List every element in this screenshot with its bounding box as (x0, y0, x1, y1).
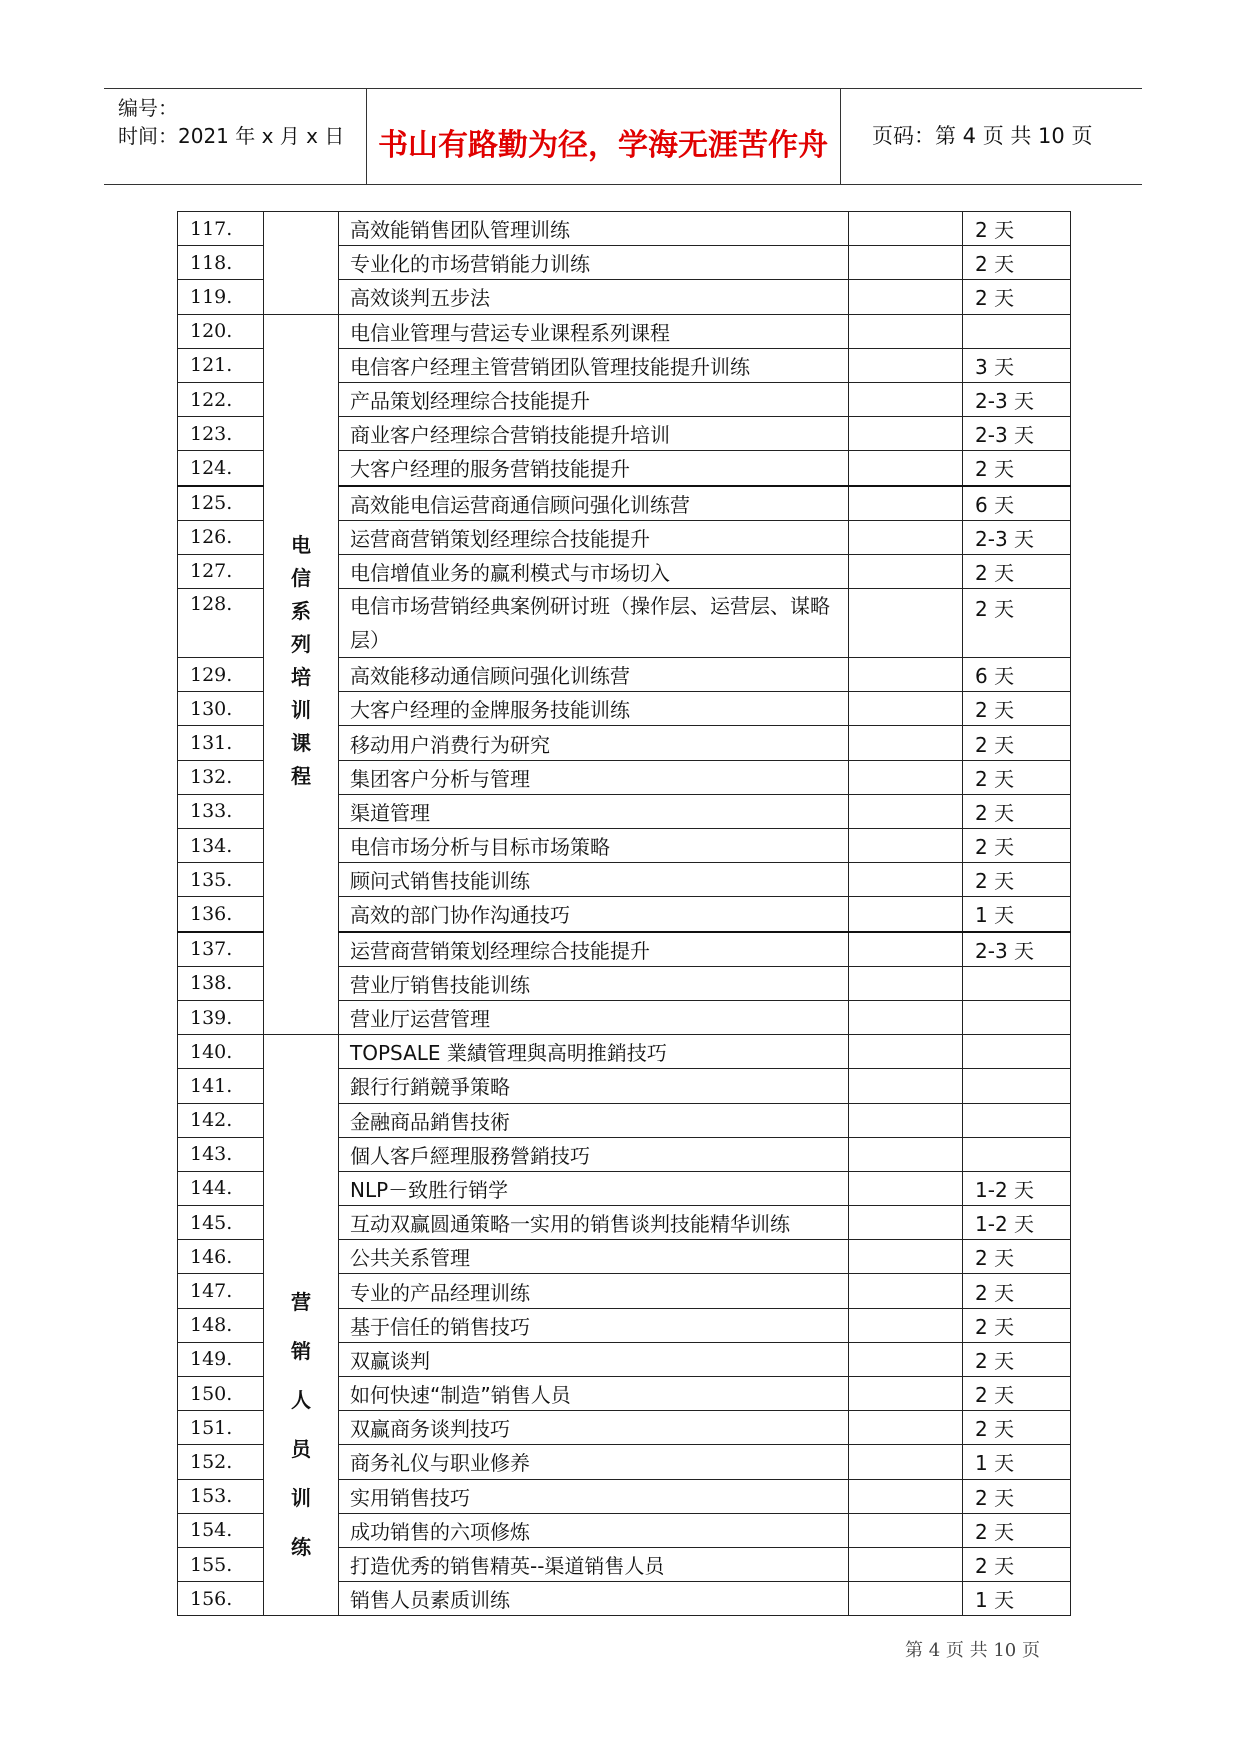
blank-cell (849, 1000, 963, 1034)
course-name: 商业客户经理综合营销技能提升培训 (339, 417, 849, 451)
blank-cell (849, 1274, 963, 1308)
row-number: 141. (178, 1069, 264, 1103)
course-duration: 6 天 (963, 658, 1071, 692)
blank-cell (849, 1308, 963, 1342)
row-number: 144. (178, 1171, 264, 1205)
course-duration: 2 天 (963, 246, 1071, 280)
row-number: 156. (178, 1582, 264, 1616)
course-name: 高效能电信运营商通信顾问强化训练营 (339, 486, 849, 521)
course-name: 产品策划经理综合技能提升 (339, 382, 849, 416)
course-name: 营业厅销售技能训练 (339, 966, 849, 1000)
blank-cell (849, 520, 963, 554)
row-number: 130. (178, 692, 264, 726)
course-duration: 2 天 (963, 280, 1071, 314)
row-number: 126. (178, 520, 264, 554)
row-number: 133. (178, 794, 264, 828)
course-name: 銀行行銷競爭策略 (339, 1069, 849, 1103)
course-duration: 2-3 天 (963, 932, 1071, 967)
row-number: 124. (178, 451, 264, 486)
course-name: 双赢商务谈判技巧 (339, 1411, 849, 1445)
blank-cell (849, 692, 963, 726)
blank-cell (849, 1513, 963, 1547)
category-char: 程 (291, 764, 311, 789)
course-duration: 2 天 (963, 1274, 1071, 1308)
blank-cell (849, 794, 963, 828)
row-number: 121. (178, 348, 264, 382)
blank-cell (849, 554, 963, 588)
category-char: 营 (291, 1290, 311, 1315)
row-number: 153. (178, 1479, 264, 1513)
blank-cell (849, 760, 963, 794)
row-number: 135. (178, 863, 264, 897)
course-duration: 2 天 (963, 1479, 1071, 1513)
blank-cell (849, 1103, 963, 1137)
course-duration: 2-3 天 (963, 417, 1071, 451)
course-name: 运营商营销策划经理综合技能提升 (339, 932, 849, 967)
course-name: 高效能销售团队管理训练 (339, 212, 849, 246)
blank-cell (849, 1445, 963, 1479)
course-name: 电信增值业务的赢利模式与市场切入 (339, 554, 849, 588)
row-number: 138. (178, 966, 264, 1000)
blank-cell (849, 1206, 963, 1240)
course-duration (963, 1137, 1071, 1171)
row-number: 149. (178, 1342, 264, 1376)
blank-cell (849, 1547, 963, 1581)
course-name: 移动用户消费行为研究 (339, 726, 849, 760)
blank-cell (849, 829, 963, 863)
row-number: 154. (178, 1513, 264, 1547)
course-duration: 2 天 (963, 863, 1071, 897)
course-duration: 2 天 (963, 829, 1071, 863)
course-name: 個人客戶經理服務營銷技巧 (339, 1137, 849, 1171)
course-duration (963, 1069, 1071, 1103)
course-name: 集团客户分析与管理 (339, 760, 849, 794)
course-name: 打造优秀的销售精英--渠道销售人员 (339, 1547, 849, 1581)
course-name: 专业化的市场营销能力训练 (339, 246, 849, 280)
header-meta (118, 94, 344, 150)
row-number: 136. (178, 897, 264, 932)
course-name: 电信业管理与营运专业课程系列课程 (339, 314, 849, 348)
course-name: 运营商营销策划经理综合技能提升 (339, 520, 849, 554)
course-name: 销售人员素质训练 (339, 1582, 849, 1616)
course-name: 高效能移动通信顾问强化训练营 (339, 658, 849, 692)
course-duration (963, 1000, 1071, 1034)
course-duration (963, 966, 1071, 1000)
header-top-rule (104, 88, 1142, 89)
blank-cell (849, 966, 963, 1000)
header-divider (840, 88, 841, 184)
category-char: 培 (291, 665, 311, 690)
row-number: 131. (178, 726, 264, 760)
course-name: 顾问式销售技能训练 (339, 863, 849, 897)
course-duration: 1-2 天 (963, 1171, 1071, 1205)
row-number: 152. (178, 1445, 264, 1479)
header-motto: 书山有路勤为径，学海无涯苦作舟 (378, 128, 828, 163)
course-name: 互动双赢圆通策略一实用的销售谈判技能精华训练 (339, 1206, 849, 1240)
blank-cell (849, 382, 963, 416)
row-number: 143. (178, 1137, 264, 1171)
course-name: 营业厅运营管理 (339, 1000, 849, 1034)
table-row (178, 314, 1071, 348)
row-number: 150. (178, 1377, 264, 1411)
course-name: 基于信任的销售技巧 (339, 1308, 849, 1342)
blank-cell (849, 1479, 963, 1513)
category-char: 信 (291, 566, 311, 591)
course-name: 双赢谈判 (339, 1342, 849, 1376)
row-number: 137. (178, 932, 264, 967)
course-name: 高效的部门协作沟通技巧 (339, 897, 849, 932)
table-row (178, 212, 1071, 246)
course-name: 实用销售技巧 (339, 1479, 849, 1513)
row-number: 127. (178, 554, 264, 588)
course-duration: 2 天 (963, 212, 1071, 246)
blank-cell (849, 932, 963, 967)
course-duration: 2 天 (963, 1240, 1071, 1274)
row-number: 125. (178, 486, 264, 521)
blank-cell (849, 451, 963, 486)
blank-cell (849, 863, 963, 897)
course-duration: 1-2 天 (963, 1206, 1071, 1240)
course-name: 大客户经理的服务营销技能提升 (339, 451, 849, 486)
row-number: 145. (178, 1206, 264, 1240)
category-char: 人 (291, 1388, 311, 1413)
course-name: 成功销售的六项修炼 (339, 1513, 849, 1547)
course-duration: 2 天 (963, 794, 1071, 828)
course-duration: 1 天 (963, 897, 1071, 932)
blank-cell (849, 486, 963, 521)
row-number: 134. (178, 829, 264, 863)
course-name: 金融商品銷售技術 (339, 1103, 849, 1137)
page-header (104, 88, 1142, 184)
blank-cell (849, 897, 963, 932)
course-duration: 1 天 (963, 1582, 1071, 1616)
row-number: 122. (178, 382, 264, 416)
category-telecom (264, 314, 339, 1035)
category-cell-empty (264, 212, 339, 315)
blank-cell (849, 280, 963, 314)
row-number: 142. (178, 1103, 264, 1137)
course-duration: 2 天 (963, 760, 1071, 794)
page-number-label: 页码：第 4 页 共 10 页 (872, 124, 1093, 148)
table-row (178, 1035, 1071, 1069)
category-char: 训 (291, 1486, 311, 1511)
category-char: 列 (291, 632, 311, 657)
blank-cell (849, 658, 963, 692)
category-char: 系 (291, 599, 311, 624)
course-duration: 2 天 (963, 451, 1071, 486)
header-bottom-rule (104, 184, 1142, 185)
row-number: 151. (178, 1411, 264, 1445)
blank-cell (849, 212, 963, 246)
row-number: 147. (178, 1274, 264, 1308)
blank-cell (849, 1171, 963, 1205)
course-duration: 2 天 (963, 554, 1071, 588)
course-name: NLP－致胜行销学 (339, 1171, 849, 1205)
category-char: 销 (291, 1339, 311, 1364)
course-duration: 2 天 (963, 1377, 1071, 1411)
blank-cell (849, 589, 963, 658)
course-duration: 2 天 (963, 1513, 1071, 1547)
course-duration (963, 1103, 1071, 1137)
course-duration: 6 天 (963, 486, 1071, 521)
time-label: 时间：2021 年 x 月 x 日 (118, 124, 345, 148)
course-name: 大客户经理的金牌服务技能训练 (339, 692, 849, 726)
blank-cell (849, 246, 963, 280)
row-number: 155. (178, 1547, 264, 1581)
row-number: 123. (178, 417, 264, 451)
row-number: 119. (178, 280, 264, 314)
course-duration: 2 天 (963, 1411, 1071, 1445)
blank-cell (849, 1411, 963, 1445)
course-name: 公共关系管理 (339, 1240, 849, 1274)
row-number: 132. (178, 760, 264, 794)
course-table (177, 211, 1071, 1616)
blank-cell (849, 1377, 963, 1411)
course-name: TOPSALE 業績管理與高明推銷技巧 (339, 1035, 849, 1069)
course-name: 电信市场分析与目标市场策略 (339, 829, 849, 863)
course-table-body (178, 212, 1071, 1616)
row-number: 148. (178, 1308, 264, 1342)
blank-cell (849, 1069, 963, 1103)
row-number: 118. (178, 246, 264, 280)
course-duration (963, 1035, 1071, 1069)
course-name: 专业的产品经理训练 (339, 1274, 849, 1308)
row-number: 129. (178, 658, 264, 692)
category-char: 员 (291, 1437, 311, 1462)
row-number: 117. (178, 212, 264, 246)
row-number: 120. (178, 314, 264, 348)
course-name: 电信客户经理主管营销团队管理技能提升训练 (339, 348, 849, 382)
course-name: 商务礼仪与职业修养 (339, 1445, 849, 1479)
row-number: 146. (178, 1240, 264, 1274)
course-name: 如何快速“制造”销售人员 (339, 1377, 849, 1411)
course-duration: 1 天 (963, 1445, 1071, 1479)
row-number: 140. (178, 1035, 264, 1069)
blank-cell (849, 348, 963, 382)
blank-cell (849, 1582, 963, 1616)
blank-cell (849, 1035, 963, 1069)
course-name: 电信市场营销经典案例研讨班（操作层、运营层、谋略层） (339, 589, 849, 658)
course-duration: 2 天 (963, 726, 1071, 760)
course-name: 渠道管理 (339, 794, 849, 828)
blank-cell (849, 1137, 963, 1171)
blank-cell (849, 314, 963, 348)
category-char: 电 (291, 533, 311, 558)
course-duration: 2 天 (963, 589, 1071, 658)
blank-cell (849, 417, 963, 451)
serial-label: 编号： (118, 96, 178, 120)
course-duration: 2 天 (963, 1547, 1071, 1581)
course-duration: 2-3 天 (963, 520, 1071, 554)
blank-cell (849, 726, 963, 760)
course-duration (963, 314, 1071, 348)
course-duration: 2-3 天 (963, 382, 1071, 416)
blank-cell (849, 1342, 963, 1376)
category-char: 课 (291, 731, 311, 756)
category-char: 训 (291, 698, 311, 723)
row-number: 139. (178, 1000, 264, 1034)
blank-cell (849, 1240, 963, 1274)
course-duration: 2 天 (963, 1342, 1071, 1376)
category-char: 练 (291, 1535, 311, 1560)
course-name: 高效谈判五步法 (339, 280, 849, 314)
page-footer: 第 4 页 共 10 页 (905, 1640, 1040, 1661)
course-duration: 2 天 (963, 692, 1071, 726)
category-sales (264, 1035, 339, 1616)
course-duration: 3 天 (963, 348, 1071, 382)
course-duration: 2 天 (963, 1308, 1071, 1342)
row-number: 128. (178, 589, 264, 658)
